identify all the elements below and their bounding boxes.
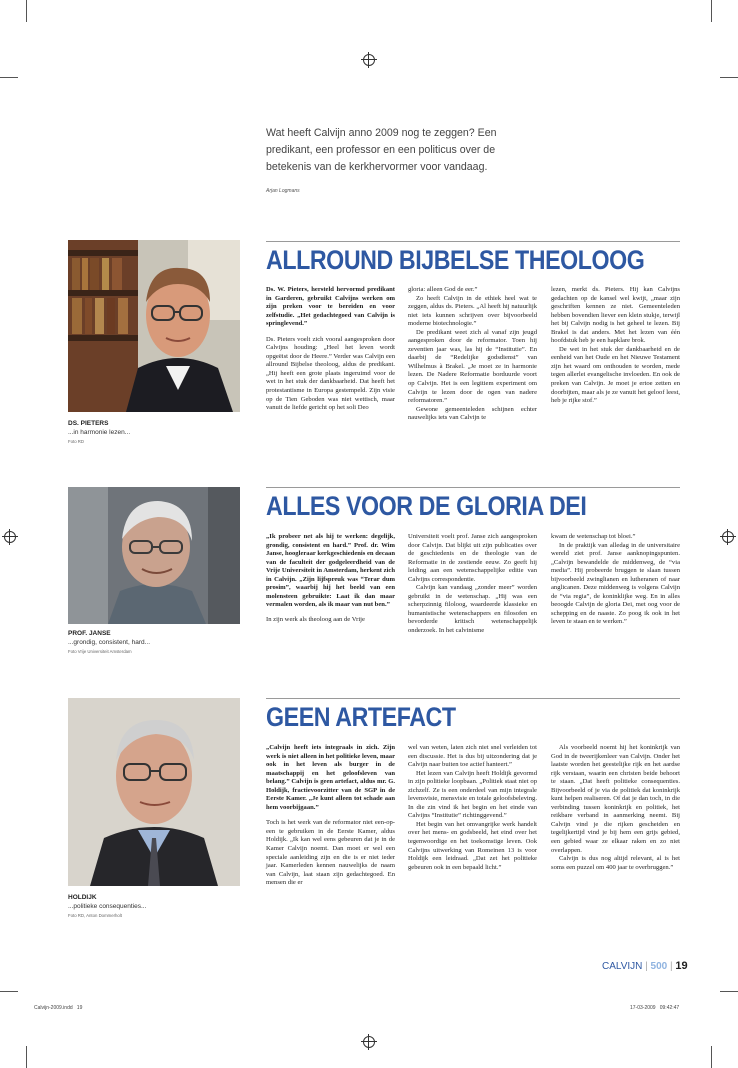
paragraph: Calvijn kan vandaag „zonder meer” worden gebruikt in de wetenschap. „Hij was een scherpzinnig filoloog, waardeerde klassieke en humanistische wetenschappers en filosofen en bevorderde kritisch wetenschappelijk onderzoek. In het calvinisme [408, 584, 537, 635]
article-headline: ALLROUND BIJBELSE THEOLOOG [266, 245, 645, 275]
article-column [408, 744, 537, 872]
paragraph: Als voorbeeld noemt hij het koninkrijk van God in de tweerijkenleer van Calvijn. Onder het laatste worden het geestelijke rijk en het aardse rijk verstaan, waarin een christen beide behoort te staan. „Dat heeft politieke consequenties. Bijvoorbeeld of je via de politiek dat koninkrijk kunt helpen realiseren. Of dat je dan toch, in die verbinding tussen koninkrijk en politiek, het reikbare verband in aanmerking neemt. Bij Calvijn vind je die rijken gescheiden en tegelijkertijd vind je bij hem een grijs gebied, een gebied waar ze elkaar raken en zo niet overlappen. [551, 744, 680, 854]
photo-credit: Foto Vrije Universiteit Amsterdam [68, 649, 132, 654]
article-column [266, 744, 395, 888]
registration-mark-top [363, 54, 375, 66]
lead-paragraph: Ds. W. Pieters, hersteld hervormd predikant in Garderen, gebruikt Calvijns werken om zijn preken voor te bereiden en voor zelfstudie. „Het gedachtegoed van Calvijn is springlevend.” [266, 286, 395, 328]
portrait-holdijk-image [68, 698, 240, 886]
paragraph: Het begin van het omvangrijke werk handelt over het mens- en godsbeeld, het eind over het tegenwoordige en het toekomstige leven. Ook Calvijns uitwerking van Romeinen 13 is voor Holdijk een leidraad. „Dat zet het politieke gebeuren ook in een bepaald licht.” [408, 820, 537, 871]
photo-credit: Foto RD [68, 439, 84, 444]
portrait-janse-image [68, 487, 240, 624]
print-slug-file: Calvijn-2009.indd 19 [34, 1005, 83, 1011]
paragraph: Ds. Pieters voelt zich vooral aangesproken door Calvijns houding: „Heel het leven wordt opgeëist door de Heere.” Verder was Calvijn een allround Bijbelse theoloog, aldus de predikant. „Hij heeft een grote plaats ingeruimd voor de wet in het stuk der dankbaarheid. Dat heeft het protestantisme in Europa gestempeld. Zijn visie op de Tien Geboden was niet wettisch, maar vanuit de liefde gericht op het soli Deo [266, 335, 395, 412]
article-headline: ALLES VOOR DE GLORIA DEI [266, 491, 587, 521]
footer-page-marker: CALVIJN | 500 | 19 [602, 960, 688, 972]
photo-credit: Foto RD, Anton Dommerholt [68, 913, 122, 918]
page-number: 19 [675, 960, 688, 972]
section-rule [266, 698, 680, 699]
paragraph: Universiteit voelt prof. Janse zich aangesproken door Calvijn. Dat blijkt uit zijn publicaties over de geschiedenis en de theologie van de Reformatie in de zestiende eeuw. Zo geeft hij leiding aan een wetenschappelijke editie van Calvijns correspondentie. [408, 533, 537, 583]
paragraph: Calvijn is dus nog altijd relevant, al is het soms een puzzel om 400 jaar te overbruggen.” [551, 855, 680, 871]
portrait-pieters-image [68, 240, 240, 412]
caption-name: PROF. JANSE [68, 630, 111, 637]
article-column [551, 744, 680, 872]
paragraph: In zijn werk als theoloog aan de Vrije [266, 615, 365, 623]
portrait-photo-pieters [68, 240, 240, 412]
paragraph: De predikant weet zich al vanaf zijn jeugd aangesproken door de reformator. Toen hij zeventien jaar was, las hij de “Institutie”. En daarbij de “Redelijke godsdienst” van Wilhelmus à Brakel. „Je moet ze in harmonie lezen. De Nadere Reformatie borduurde voort op Calvijn. Het is een legitiem experiment om Calvijn te lezen door de ogen van nadere reformatoren.” [408, 328, 537, 405]
paragraph: Toch is het werk van de reformator niet een-op-een te gebruiken in de Eerste Kamer, aldus Holdijk. „Ik kan wel eens gebeuren dat je in de Kamer Calvijn noemt. Dan moet er wel een speciale aanleiding zijn en die is er niet ieder jaar. Kamerleden kennen nauwelijks de naam van Calvijn, laat staan zijn gedachtegoed. En mensen die er [266, 819, 395, 887]
paragraph: Het lezen van Calvijn heeft Holdijk gevormd in zijn politieke loopbaan. „Politiek staat niet op zichzelf. Ze is een onderdeel van mijn integrale levensvisie, mensvisie en totale geloofsbeleving. In die zin vind ik het begin en het einde van Calvijns “Institutie” richtinggevend.” [408, 769, 537, 820]
footer-brand: CALVIJN [602, 961, 643, 972]
caption-name: HOLDIJK [68, 894, 97, 901]
lead-paragraph: „Calvijn heeft iets integraals in zich. Zijn werk is niet alleen in het politieke leven, maar ook in het leven als burger in de maatschappij en het geloofsleven van belang.” Calvijn is geen artefact, aldus mr. G. Holdijk, fractievoorzitter van de SGP in de Eerste Kamer. „Je kunt alleen tot schade aan hem voorbijgaan.” [266, 744, 395, 811]
article-column [551, 533, 680, 627]
crop-mark [0, 77, 18, 78]
caption-text: ...in harmonie lezen... [68, 429, 131, 436]
crop-mark [26, 1046, 27, 1068]
paragraph: In de praktijk van alledag in de universitaire wereld ziet prof. Janse aanknopingspunten. „Calvijn bewandelde de middenweg, de “via media”. Hij probeerde bruggen te slaan tussen bijvoorbeeld zwinglianen en lutheranen of naar anglicanen. Deze middenweg is volgens Calvijn de “via regia”, de koninklijke weg. En in alles beoogde Calvijn de gloria Dei, met oog voor de schepping en de naaste. Zo poog ik ook in het leven te staan en te werken.” [551, 541, 680, 626]
crop-mark [711, 0, 712, 22]
print-slug-datetime: 17-03-2009 09:42:47 [630, 1005, 680, 1011]
article-headline: GEEN ARTEFACT [266, 702, 456, 732]
paragraph: Zo heeft Calvijn in de ethiek heel wat te zeggen, aldus ds. Pieters. „Al heeft hij natuurlijk niet iets kunnen schrijven over bijvoorbeeld moderne biotechnologie.” [408, 294, 537, 328]
article-column [551, 286, 680, 406]
crop-mark [720, 991, 738, 992]
caption-name: DS. PIETERS [68, 420, 109, 427]
footer-number: 500 [650, 961, 668, 972]
crop-mark [0, 991, 18, 992]
section-rule [266, 241, 680, 242]
section-rule [266, 487, 680, 488]
crop-mark [720, 77, 738, 78]
lead-paragraph: „Ik probeer net als hij te werken: degelijk, grondig, consistent en hard.” Prof. dr. Wim Janse, hoogleraar kerkgeschiedenis en decaan van de faculteit der godgeleerdheid van de Vrije Universiteit in Amsterdam, herkent zich in Calvijn. „Zijn lijfspreuk was “Terar dum prosim”, waarbij hij het beeld van een molensteen gebruikte: Laat ik dan maar vermalen worden, als ik maar van nut ben.” [266, 533, 396, 609]
crop-mark [26, 0, 27, 22]
article-column [266, 533, 395, 624]
article-column [266, 286, 395, 413]
paragraph: kwam de wetenschap tot bloei.” [551, 533, 636, 540]
article-column [408, 286, 537, 423]
portrait-photo-holdijk [68, 698, 240, 886]
caption-text: ...politieke consequenties... [68, 903, 147, 910]
registration-mark-bottom [363, 1036, 375, 1048]
paragraph: lezen, merkt ds. Pieters. Hij kan Calvijns gedachten op de kansel wel kwijt, „maar zijn geschriften kennen ze niet. Gemeenteleden hebben bovendien liever een klein stukje, terwijl het bij Calvijn nodig is het geheel te lezen. Bij Brakel is dat anders. Met het lezen van één hoofdstuk heb je een hapklare brok. [551, 286, 680, 345]
crop-mark [711, 1046, 712, 1068]
portrait-photo-janse [68, 487, 240, 624]
article-column [408, 533, 537, 636]
registration-mark-left [4, 531, 16, 543]
paragraph: wel van weten, laten zich niet snel verleiden tot een discussie. Het is dus bij uitzondering dat je Calvijn naar buiten toe actief hanteert.” [408, 744, 537, 769]
intro-text: Wat heeft Calvijn anno 2009 nog te zeggen? Een predikant, een professor en een politicus over de betekenis van de kerkhervormer voor vandaag. [266, 127, 497, 173]
registration-mark-right [722, 531, 734, 543]
paragraph: gloria: alleen God de eer.” [408, 286, 478, 293]
paragraph: Gewone gemeenteleden schijnen echter nauwelijks iets van Calvijn te [408, 405, 537, 422]
paragraph: De wet in het stuk der dankbaarheid en de eenheid van het Oude en het Nieuwe Testament zijn het waard om onthouden te worden, mede tegen allerlei evangelische invloeden. En ook de preken van Calvijn. Je moet je ertoe zetten en doorbijten, maar als je ze vanuit het geloof leest, heb je rijke stof.” [551, 345, 680, 405]
byline: Arjan Logmans [266, 188, 300, 194]
caption-text: ...grondig, consistent, hard... [68, 639, 151, 646]
